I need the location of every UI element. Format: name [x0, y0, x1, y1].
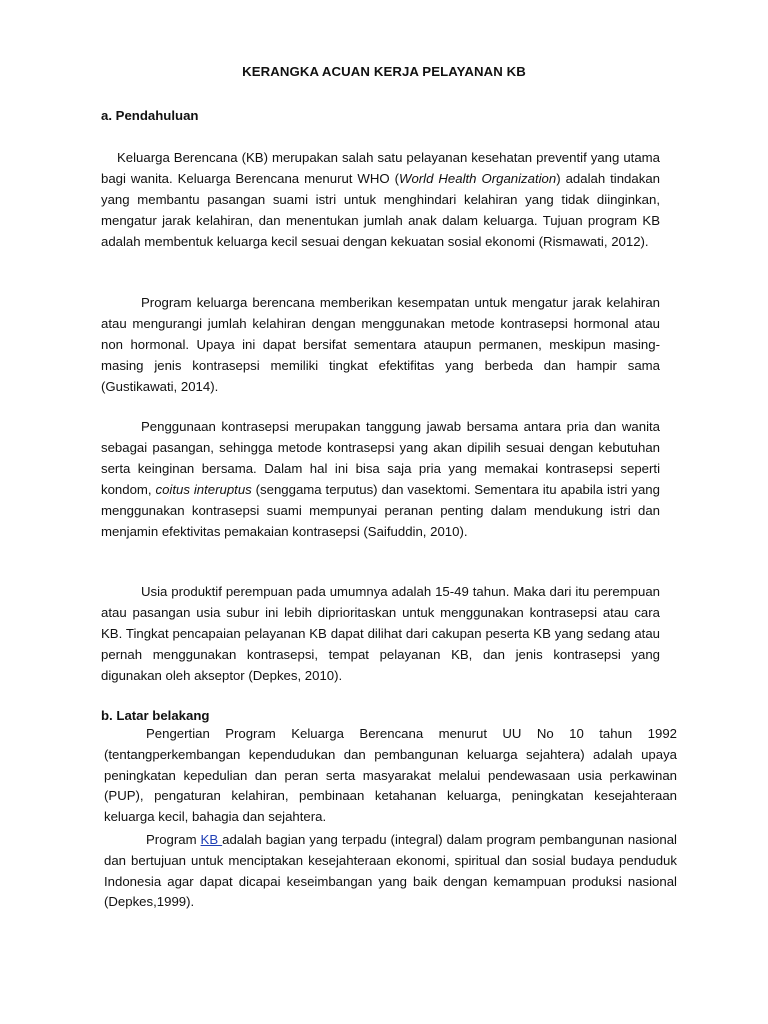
section-a-paragraph-1 [101, 147, 660, 252]
section-b-paragraph-2 [104, 830, 677, 913]
section-b-heading: b. Latar belakang [101, 708, 210, 723]
paragraph-text: Penggunaan kontrasepsi merupakan tanggung jawab bersama antara pria dan wanita sebagai pasangan, sehingga metode kontrasepsi yang akan dipilih sesuai dengan kebutuhan serta keinginan bersama. Dalam hal ini bisa saja pria yang memakai kontrasepsi seperti kondom, [101, 419, 660, 497]
paragraph-text: Program [146, 832, 201, 847]
paragraph-text: adalah bagian yang terpadu (integral) dalam program pembangunan nasional dan bertujuan untuk menciptakan kesejahteraan ekonomi, spiritual dan sosial budaya penduduk Indonesia agar dapat dicapai keseimbangan yang baik dengan kemampuan produksi nasional (Depkes,1999). [104, 832, 677, 910]
section-a-heading: a. Pendahuluan [101, 108, 199, 123]
paragraph-italic-term: coitus interuptus [155, 482, 252, 497]
document-title: KERANGKA ACUAN KERJA PELAYANAN KB [242, 64, 526, 79]
section-a-paragraph-3 [101, 416, 660, 542]
section-b-paragraph-1: Pengertian Program Keluarga Berencana menurut UU No 10 tahun 1992 (tentangperkembangan kependudukan dan pembangunan keluarga sejahtera) adalah upaya peningkatan kepedulian dan peran serta masyarakat melalui pendewasaan usia perkawinan (PUP), pengaturan kelahiran, pembinaan ketahanan keluarga, peningkatan kesejahteraan keluarga kecil, bahagia dan sejahtera. [104, 726, 677, 825]
paragraph-text: (senggama terputus) dan vasektomi. Sementara itu apabila istri yang menggunakan kontrasepsi suami mempunyai peranan penting dalam mendukung istri dan menjamin efektivitas pemakaian kontrasepsi (Saifuddin, 2010). [101, 482, 660, 539]
paragraph-text: ) adalah tindakan yang membantu pasangan suami istri untuk menghindari kelahiran yang tidak diinginkan, mengatur jarak kelahiran, dan menentukan jumlah anak dalam keluarga. Tujuan program KB adalah membentuk keluarga kecil sesuai dengan kekuatan sosial ekonomi (Rismawati, 2012). [101, 171, 660, 249]
kb-link[interactable]: KB [200, 832, 223, 847]
paragraph-italic-term: World Health Organization [399, 171, 557, 186]
section-a-paragraph-4: Usia produktif perempuan pada umumnya adalah 15-49 tahun. Maka dari itu perempuan atau pasangan usia subur ini lebih diprioritaskan untuk menggunakan kontrasepsi atau cara KB. Tingkat pencapaian pelayanan KB dapat dilihat dari cakupan peserta KB yang sedang atau pernah menggunakan kontrasepsi, tempat pelayanan KB, dan jenis kontrasepsi yang digunakan oleh akseptor (Depkes, 2010). [101, 584, 660, 683]
paragraph-text: Keluarga Berencana (KB) merupakan salah satu pelayanan kesehatan preventif yang utama bagi wanita. Keluarga Berencana menurut WHO ( [101, 150, 660, 186]
section-a-paragraph-2: Program keluarga berencana memberikan kesempatan untuk mengatur jarak kelahiran atau mengurangi jumlah kelahiran dengan menggunakan metode kontrasepsi hormonal atau non hormonal. Upaya ini dapat bersifat sementara ataupun permanen, meskipun masing-masing jenis kontrasepsi memiliki tingkat efektifitas yang berbeda dan hampir sama (Gustikawati, 2014). [101, 295, 660, 394]
